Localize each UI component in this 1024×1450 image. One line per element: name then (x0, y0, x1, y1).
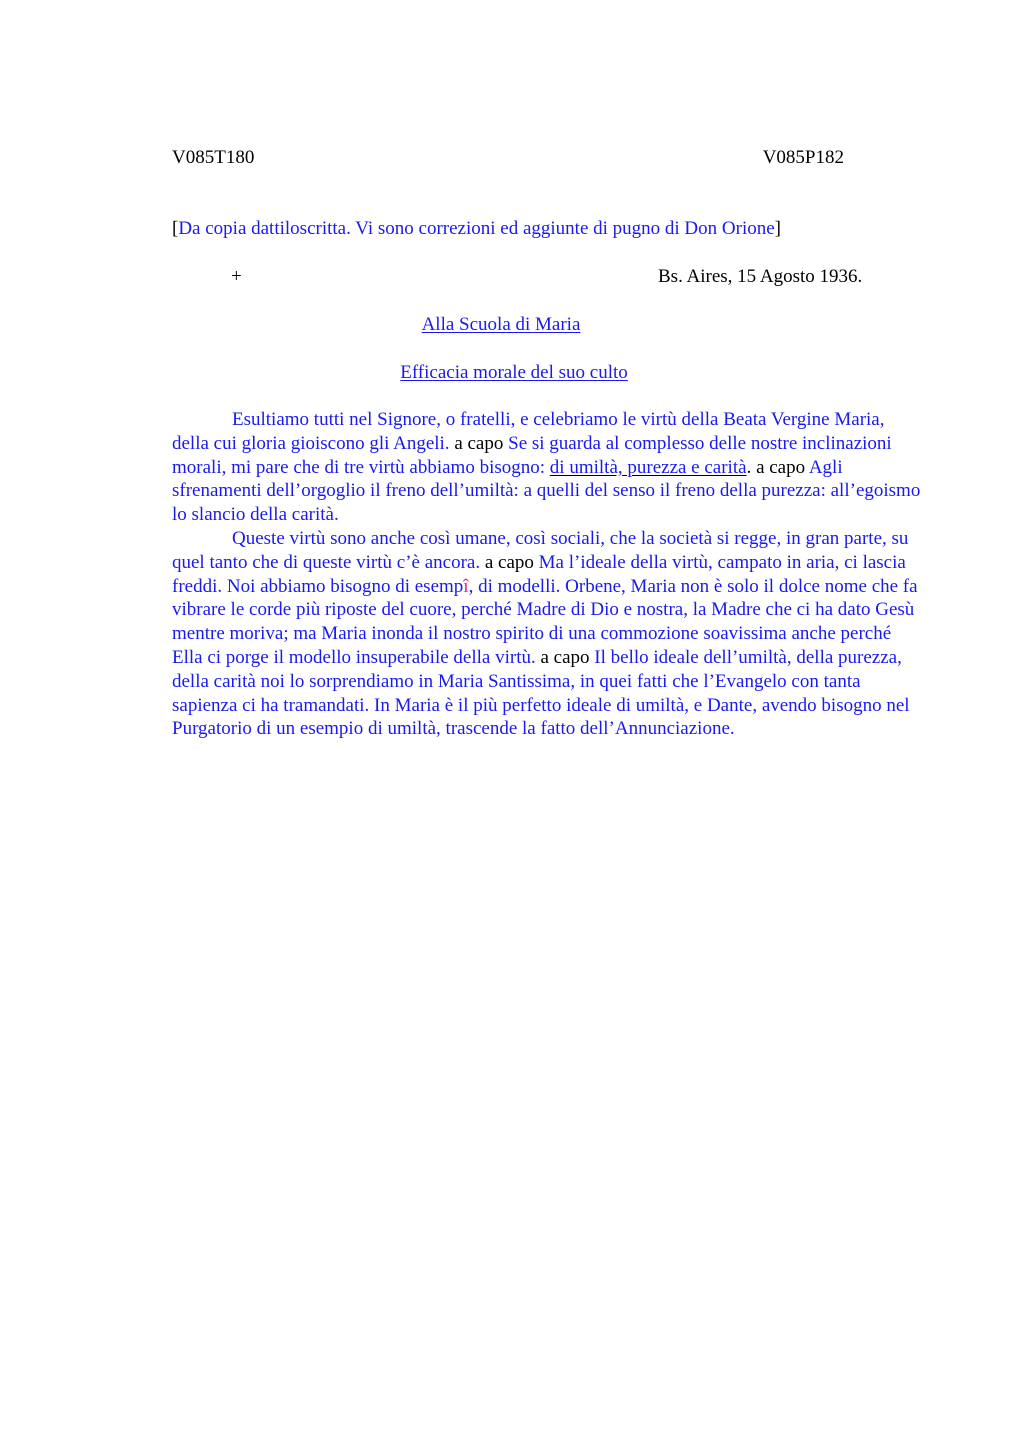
note-close-bracket: ] (774, 218, 781, 239)
para2-sentence-1: Queste virtù sono anche così umane, così sociali, che la società si regge, in gran parte, su quel tanto che di queste virtù c’è ancora. (172, 527, 909, 573)
para2-sentence-3: Il bello ideale dell’umiltà, della purezza, della carità noi lo sorprendiamo in Maria Santissima, in quei fatti che l’Evangelo con tanta sapienza ci ha tramandati. In Maria è il più perfetto ideale di umiltà, e Dante, avendo bisogno nel Purgatorio di un esempio di umiltà, trascende la fatto dell’Annunciazione. (172, 646, 910, 740)
para1-marker-1: a capo (449, 432, 509, 454)
note-text: Da copia dattiloscritta. Vi sono correzioni ed aggiunte di pugno di Don Orione (178, 218, 775, 239)
para1-sentence-2: Se si guarda al complesso delle nostre inclinazioni morali, mi pare che di tre virtù abbiamo bisogno: (172, 432, 892, 478)
paragraph-2 (172, 527, 924, 741)
para2-sentence-2b: , di modelli. Orbene, Maria non è solo il dolce nome che fa vibrare le corde più riposte del cuore, perché Madre di Dio e nostra, la Madre che ci ha dato Gesù mentre moriva; ma Maria inonda il nostro spirito di una commozione soavissima anche perché Ella ci porge il modello insuperabile della virtù. (172, 575, 918, 668)
para1-sentence-3: Agli sfrenamenti dell’orgoglio il freno dell’umiltà: a quelli del senso il freno della purezza: all’egoismo lo slancio della carità. (172, 456, 921, 526)
cross-mark: + (231, 266, 242, 287)
para2-marker-2: a capo (535, 646, 595, 668)
title-text: Alla Scuola di Maria (421, 314, 581, 335)
code-right: V085P182 (762, 147, 844, 168)
paragraph-1 (172, 408, 924, 527)
document-subtitle (0, 362, 1024, 384)
para2-correction-mark: î (463, 575, 469, 597)
document-body (172, 408, 924, 741)
place-date: Bs. Aires, 15 Agosto 1936. (658, 266, 863, 287)
code-left: V085T180 (172, 147, 255, 168)
document-title (0, 314, 1002, 336)
source-note (172, 218, 781, 240)
note-open-bracket: [ (172, 218, 179, 239)
para2-sentence-2a: Ma l’ideale della virtù, campato in aria, ci lascia freddi. Noi abbiamo bisogno di esemp (172, 551, 906, 597)
para1-marker-2: . a capo (746, 456, 809, 478)
para1-sentence-1: Esultiamo tutti nel Signore, o fratelli, e celebriamo le virtù della Beata Vergine Maria, della cui gloria gioiscono gli Angeli. (172, 409, 885, 454)
para2-marker-1: a capo (480, 551, 539, 573)
para1-underlined-virtues: di umiltà, purezza e carità (549, 456, 747, 478)
subtitle-text: Efficacia morale del suo culto (400, 362, 628, 383)
